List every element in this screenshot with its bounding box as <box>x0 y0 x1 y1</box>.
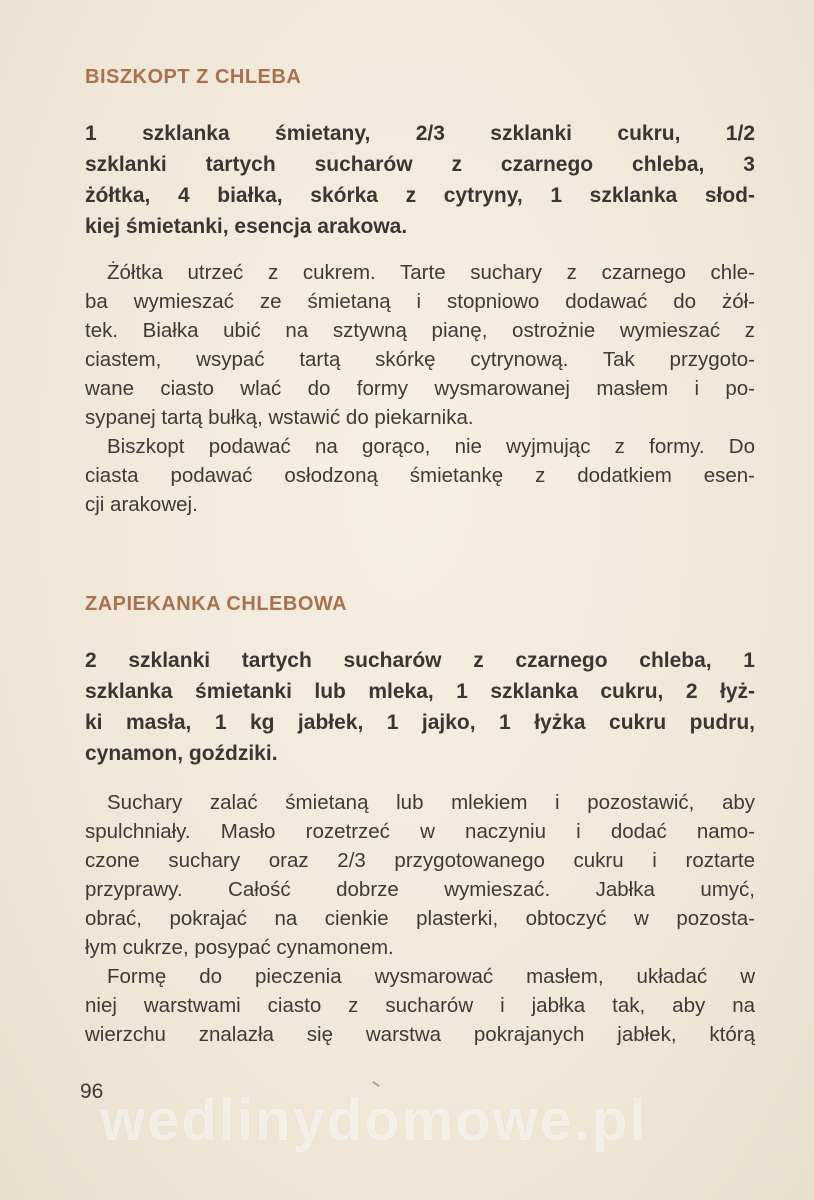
instructions-line: obrać, pokrajać na cienkie plasterki, obtoczyć w pozosta- <box>85 907 755 930</box>
instructions-line: spulchniały. Masło rozetrzeć w naczyniu i dodać namo- <box>85 820 755 843</box>
instructions-line: Żółtka utrzeć z cukrem. Tarte suchary z czarnego chle- <box>107 261 755 284</box>
instructions-line: tek. Białka ubić na sztywną pianę, ostrożnie wymieszać z <box>85 319 755 342</box>
ingredients-line: 2 szklanki tartych sucharów z czarnego chleba, 1 <box>85 649 755 672</box>
instructions-text <box>85 788 755 1049</box>
ingredients-line: kiej śmietanki, esencja arakowa. <box>85 215 408 238</box>
ingredients-line: szklanka śmietanki lub mleka, 1 szklanka cukru, 2 łyż- <box>85 680 755 703</box>
ingredients-line: 1 szklanka śmietany, 2/3 szklanki cukru, 1/2 <box>85 122 755 145</box>
ingredients-list <box>85 118 755 242</box>
instructions-line: ciastem, wsypać tartą skórkę cytrynową. Tak przygoto- <box>85 348 755 371</box>
ingredients-line: szklanki tartych sucharów z czarnego chleba, 3 <box>85 153 755 176</box>
instructions-line: niej warstwami ciasto z sucharów i jabłka tak, aby na <box>85 994 755 1017</box>
instructions-line: Suchary zalać śmietaną lub mlekiem i pozostawić, aby <box>107 791 755 814</box>
instructions-line: wierzchu znalazła się warstwa pokrajanych jabłek, którą <box>85 1023 755 1046</box>
instructions-text <box>85 258 755 519</box>
instructions-line: czone suchary oraz 2/3 przygotowanego cukru i roztarte <box>85 849 755 872</box>
watermark: wedlinydomowe.pl <box>100 1088 648 1153</box>
instructions-line: Biszkopt podawać na gorąco, nie wyjmując z formy. Do <box>107 435 755 458</box>
ingredients-list <box>85 645 755 769</box>
instructions-line: ba wymieszać ze śmietaną i stopniowo dodawać do żół- <box>85 290 755 313</box>
page-number: 96 <box>80 1080 104 1103</box>
instructions-line: wane ciasto wlać do formy wysmarowanej masłem i po- <box>85 377 755 400</box>
ingredients-line: ki masła, 1 kg jabłek, 1 jajko, 1 łyżka cukru pudru, <box>85 711 755 734</box>
instructions-line: sypanej tartą bułką, wstawić do piekarnika. <box>85 406 474 429</box>
instructions-line: ciasta podawać osłodzoną śmietankę z dodatkiem esen- <box>85 464 755 487</box>
ingredients-line: cynamon, goździki. <box>85 742 278 765</box>
instructions-line: łym cukrze, posypać cynamonem. <box>85 936 394 959</box>
recipe-title: BISZKOPT Z CHLEBA <box>85 66 302 88</box>
recipe-title: ZAPIEKANKA CHLEBOWA <box>85 593 348 615</box>
instructions-line: Formę do pieczenia wysmarować masłem, układać w <box>107 965 755 988</box>
instructions-line: przyprawy. Całość dobrze wymieszać. Jabłka umyć, <box>85 878 755 901</box>
ingredients-line: żółtka, 4 białka, skórka z cytryny, 1 szklanka słod- <box>85 184 755 207</box>
instructions-line: cji arakowej. <box>85 493 198 516</box>
